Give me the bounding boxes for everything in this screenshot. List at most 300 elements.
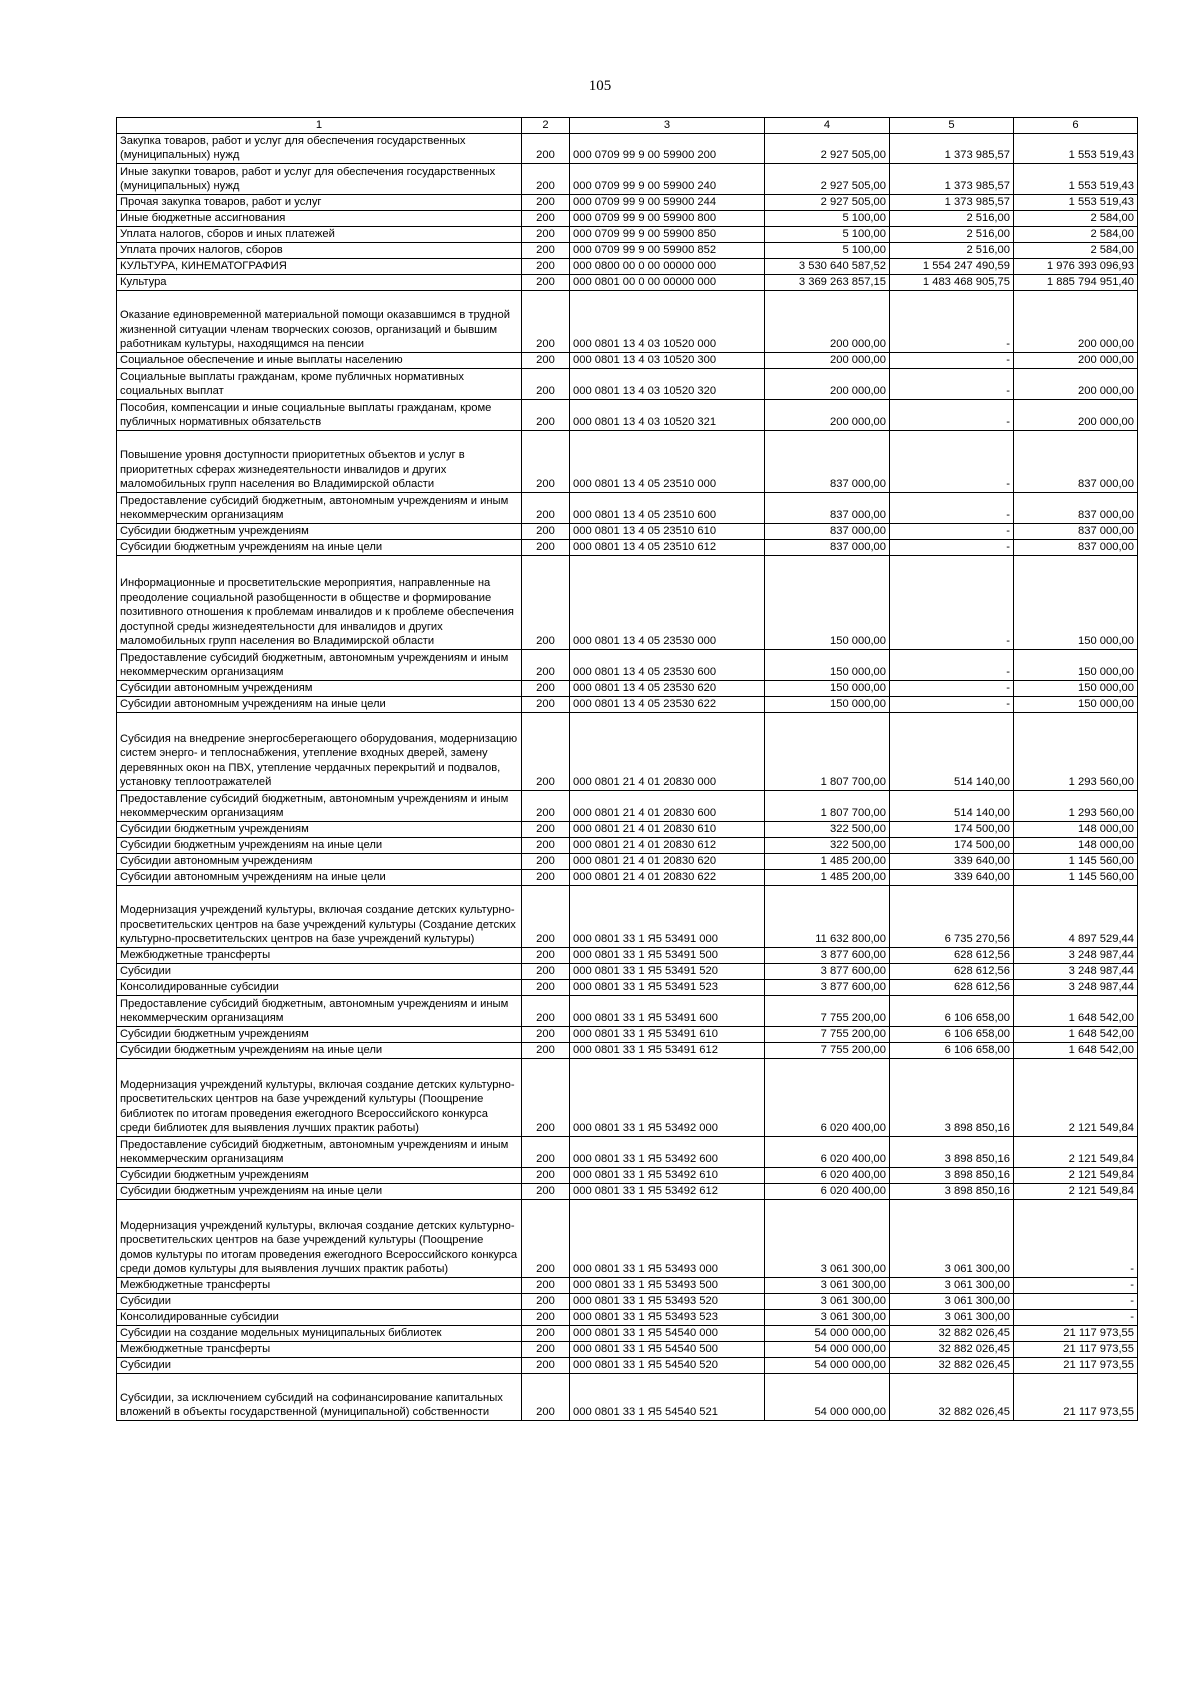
row-value-col6: -	[1014, 1293, 1138, 1309]
row-value-col5: 3 898 850,16	[890, 1183, 1014, 1199]
row-name-cell: Субсидии бюджетным учреждениям	[117, 821, 522, 837]
row-code-cell: 200	[522, 680, 570, 696]
row-value-col4: 3 877 600,00	[765, 979, 890, 995]
row-value-col4: 150 000,00	[765, 696, 890, 712]
table-row	[117, 1026, 1138, 1042]
row-value-col4: 6 020 400,00	[765, 1167, 890, 1183]
row-name-cell: Субсидия на внедрение энергосберегающего оборудования, модернизацию систем энерго- и теплоснабжения, утепление входных дверей, замену деревянных окон на ПВХ, утепление чердачных перекрытий и подвалов, установку теплоотражателей	[117, 712, 522, 790]
table-row	[117, 226, 1138, 242]
row-value-col5: -	[890, 492, 1014, 523]
row-value-col4: 3 061 300,00	[765, 1293, 890, 1309]
row-name-cell: Субсидии автономным учреждениям на иные цели	[117, 869, 522, 885]
row-name-cell: Прочая закупка товаров, работ и услуг	[117, 194, 522, 210]
row-kbk-cell: 000 0801 00 0 00 00000 000	[570, 274, 765, 290]
column-header-4: 4	[765, 118, 890, 134]
row-kbk-cell: 000 0709 99 9 00 59900 240	[570, 163, 765, 194]
table-row	[117, 853, 1138, 869]
row-code-cell: 200	[522, 1325, 570, 1341]
row-name-cell: Субсидии бюджетным учреждениям на иные цели	[117, 1183, 522, 1199]
row-value-col6: 21 117 973,55	[1014, 1373, 1138, 1420]
row-code-cell: 200	[522, 1357, 570, 1373]
row-code-cell: 200	[522, 869, 570, 885]
row-kbk-cell: 000 0709 99 9 00 59900 200	[570, 133, 765, 163]
row-value-col6: 3 248 987,44	[1014, 947, 1138, 963]
row-code-cell: 200	[522, 649, 570, 680]
row-code-cell: 200	[522, 274, 570, 290]
row-kbk-cell: 000 0801 33 1 Я5 54540 500	[570, 1341, 765, 1357]
row-value-col5: 2 516,00	[890, 242, 1014, 258]
row-value-col6: 837 000,00	[1014, 492, 1138, 523]
table-row	[117, 1293, 1138, 1309]
row-value-col4: 837 000,00	[765, 539, 890, 555]
row-code-cell: 200	[522, 258, 570, 274]
row-code-cell: 200	[522, 947, 570, 963]
row-value-col4: 5 100,00	[765, 226, 890, 242]
row-value-col6: 2 584,00	[1014, 242, 1138, 258]
row-kbk-cell: 000 0801 33 1 Я5 53492 612	[570, 1183, 765, 1199]
row-name-cell: КУЛЬТУРА, КИНЕМАТОГРАФИЯ	[117, 258, 522, 274]
row-value-col6: 21 117 973,55	[1014, 1341, 1138, 1357]
row-value-col6: -	[1014, 1309, 1138, 1325]
row-name-cell: Консолидированные субсидии	[117, 1309, 522, 1325]
row-value-col4: 7 755 200,00	[765, 995, 890, 1026]
row-kbk-cell: 000 0801 13 4 03 10520 300	[570, 352, 765, 368]
row-kbk-cell: 000 0801 13 4 05 23530 000	[570, 555, 765, 649]
row-value-col4: 3 530 640 587,52	[765, 258, 890, 274]
row-value-col6: 150 000,00	[1014, 649, 1138, 680]
row-value-col4: 837 000,00	[765, 430, 890, 492]
row-value-col6: 837 000,00	[1014, 430, 1138, 492]
row-name-cell: Модернизация учреждений культуры, включая создание детских культурно-просветительских центров на базе учреждений культуры (Поощрение библиотек по итогам проведения ежегодного Всероссийского конкурса среди библиотек для выявления лучших практик работы)	[117, 1058, 522, 1136]
table-row	[117, 1277, 1138, 1293]
column-header-3: 3	[570, 118, 765, 134]
row-value-col6: 1 553 519,43	[1014, 163, 1138, 194]
row-name-cell: Субсидии на создание модельных муниципальных библиотек	[117, 1325, 522, 1341]
row-kbk-cell: 000 0801 21 4 01 20830 620	[570, 853, 765, 869]
row-code-cell: 200	[522, 1042, 570, 1058]
row-value-col6: 21 117 973,55	[1014, 1357, 1138, 1373]
row-code-cell: 200	[522, 1373, 570, 1420]
table-row	[117, 947, 1138, 963]
row-value-col5: 3 898 850,16	[890, 1136, 1014, 1167]
table-row	[117, 790, 1138, 821]
row-name-cell: Уплата налогов, сборов и иных платежей	[117, 226, 522, 242]
table-row	[117, 274, 1138, 290]
row-kbk-cell: 000 0801 33 1 Я5 54540 521	[570, 1373, 765, 1420]
row-code-cell: 200	[522, 163, 570, 194]
row-value-col5: -	[890, 555, 1014, 649]
table-row	[117, 399, 1138, 430]
row-name-cell: Уплата прочих налогов, сборов	[117, 242, 522, 258]
row-value-col4: 322 500,00	[765, 837, 890, 853]
row-name-cell: Субсидии бюджетным учреждениям на иные цели	[117, 837, 522, 853]
row-kbk-cell: 000 0801 33 1 Я5 53491 520	[570, 963, 765, 979]
row-value-col5: -	[890, 352, 1014, 368]
row-name-cell: Межбюджетные трансферты	[117, 1341, 522, 1357]
row-name-cell: Субсидии бюджетным учреждениям на иные цели	[117, 539, 522, 555]
row-code-cell: 200	[522, 399, 570, 430]
row-code-cell: 200	[522, 352, 570, 368]
row-kbk-cell: 000 0709 99 9 00 59900 852	[570, 242, 765, 258]
row-value-col5: -	[890, 539, 1014, 555]
row-value-col6: 837 000,00	[1014, 523, 1138, 539]
row-code-cell: 200	[522, 210, 570, 226]
row-value-col6: 2 584,00	[1014, 210, 1138, 226]
row-kbk-cell: 000 0801 33 1 Я5 54540 520	[570, 1357, 765, 1373]
row-value-col5: 32 882 026,45	[890, 1341, 1014, 1357]
table-row	[117, 1058, 1138, 1136]
table-row	[117, 1183, 1138, 1199]
row-value-col6: 2 121 549,84	[1014, 1136, 1138, 1167]
row-code-cell: 200	[522, 995, 570, 1026]
row-value-col5: 174 500,00	[890, 821, 1014, 837]
table-row	[117, 1309, 1138, 1325]
row-value-col5: 628 612,56	[890, 979, 1014, 995]
row-value-col4: 2 927 505,00	[765, 163, 890, 194]
row-name-cell: Субсидии автономным учреждениям	[117, 853, 522, 869]
page-number: 105	[588, 78, 612, 94]
row-name-cell: Субсидии бюджетным учреждениям на иные цели	[117, 1042, 522, 1058]
row-value-col5: 339 640,00	[890, 869, 1014, 885]
table-row	[117, 885, 1138, 947]
row-name-cell: Субсидии бюджетным учреждениям	[117, 523, 522, 539]
row-value-col4: 2 927 505,00	[765, 133, 890, 163]
row-value-col6: 1 648 542,00	[1014, 1042, 1138, 1058]
column-header-6: 6	[1014, 118, 1138, 134]
row-value-col6: 1 553 519,43	[1014, 194, 1138, 210]
row-value-col5: -	[890, 680, 1014, 696]
row-code-cell: 200	[522, 430, 570, 492]
table-row	[117, 555, 1138, 649]
row-code-cell: 200	[522, 1058, 570, 1136]
row-code-cell: 200	[522, 226, 570, 242]
column-header-1: 1	[117, 118, 522, 134]
row-value-col6: 200 000,00	[1014, 290, 1138, 352]
row-value-col5: 3 061 300,00	[890, 1309, 1014, 1325]
row-value-col6: 200 000,00	[1014, 352, 1138, 368]
table-row	[117, 649, 1138, 680]
row-value-col5: 1 483 468 905,75	[890, 274, 1014, 290]
row-name-cell: Иные бюджетные ассигнования	[117, 210, 522, 226]
row-name-cell: Предоставление субсидий бюджетным, автономным учреждениям и иным некоммерческим организациям	[117, 790, 522, 821]
row-value-col4: 6 020 400,00	[765, 1136, 890, 1167]
row-name-cell: Информационные и просветительские мероприятия, направленные на преодоление социальной разобщенности в обществе и формирование позитивного отношения к проблемам инвалидов и к проблеме обеспечения доступной среды жизнедеятельности для инвалидов и других маломобильных групп населения во Владимирской области	[117, 555, 522, 649]
row-kbk-cell: 000 0801 21 4 01 20830 610	[570, 821, 765, 837]
table-row	[117, 1341, 1138, 1357]
row-kbk-cell: 000 0801 33 1 Я5 53491 610	[570, 1026, 765, 1042]
row-value-col4: 200 000,00	[765, 368, 890, 399]
row-value-col6: 4 897 529,44	[1014, 885, 1138, 947]
table-row	[117, 163, 1138, 194]
row-code-cell: 200	[522, 885, 570, 947]
column-header-5: 5	[890, 118, 1014, 134]
row-name-cell: Субсидии автономным учреждениям	[117, 680, 522, 696]
row-value-col4: 200 000,00	[765, 290, 890, 352]
row-kbk-cell: 000 0801 13 4 03 10520 320	[570, 368, 765, 399]
column-number-row	[117, 118, 1138, 134]
row-value-col4: 3 061 300,00	[765, 1199, 890, 1277]
table-row	[117, 712, 1138, 790]
row-value-col6: 150 000,00	[1014, 680, 1138, 696]
row-value-col4: 3 877 600,00	[765, 947, 890, 963]
row-code-cell: 200	[522, 837, 570, 853]
row-value-col5: 339 640,00	[890, 853, 1014, 869]
row-value-col6: -	[1014, 1199, 1138, 1277]
row-kbk-cell: 000 0801 33 1 Я5 53493 500	[570, 1277, 765, 1293]
row-value-col6: 2 121 549,84	[1014, 1058, 1138, 1136]
row-name-cell: Пособия, компенсации и иные социальные выплаты гражданам, кроме публичных нормативных обязательств	[117, 399, 522, 430]
row-kbk-cell: 000 0800 00 0 00 00000 000	[570, 258, 765, 274]
row-kbk-cell: 000 0801 13 4 05 23530 620	[570, 680, 765, 696]
table-row	[117, 837, 1138, 853]
row-value-col4: 7 755 200,00	[765, 1026, 890, 1042]
row-name-cell: Модернизация учреждений культуры, включая создание детских культурно-просветительских центров на базе учреждений культуры (Создание детских культурно-просветительских центров на базе учреждений культуры)	[117, 885, 522, 947]
row-code-cell: 200	[522, 1167, 570, 1183]
row-value-col5: 514 140,00	[890, 790, 1014, 821]
table-row	[117, 680, 1138, 696]
row-code-cell: 200	[522, 290, 570, 352]
row-value-col4: 3 369 263 857,15	[765, 274, 890, 290]
row-code-cell: 200	[522, 1309, 570, 1325]
row-code-cell: 200	[522, 821, 570, 837]
row-value-col4: 322 500,00	[765, 821, 890, 837]
row-name-cell: Культура	[117, 274, 522, 290]
row-value-col4: 837 000,00	[765, 492, 890, 523]
row-kbk-cell: 000 0709 99 9 00 59900 244	[570, 194, 765, 210]
row-value-col4: 837 000,00	[765, 523, 890, 539]
row-value-col6: 1 553 519,43	[1014, 133, 1138, 163]
row-value-col6: 837 000,00	[1014, 539, 1138, 555]
row-name-cell: Социальное обеспечение и иные выплаты населению	[117, 352, 522, 368]
row-value-col6: 1 885 794 951,40	[1014, 274, 1138, 290]
row-value-col4: 150 000,00	[765, 680, 890, 696]
row-code-cell: 200	[522, 1199, 570, 1277]
row-name-cell: Субсидии, за исключением субсидий на софинансирование капитальных вложений в объекты государственной (муниципальной) собственности	[117, 1373, 522, 1420]
row-name-cell: Консолидированные субсидии	[117, 979, 522, 995]
row-kbk-cell: 000 0801 33 1 Я5 53491 612	[570, 1042, 765, 1058]
row-value-col5: 514 140,00	[890, 712, 1014, 790]
row-value-col4: 54 000 000,00	[765, 1373, 890, 1420]
row-kbk-cell: 000 0801 33 1 Я5 53492 000	[570, 1058, 765, 1136]
row-value-col4: 1 807 700,00	[765, 712, 890, 790]
row-value-col4: 11 632 800,00	[765, 885, 890, 947]
row-value-col4: 3 877 600,00	[765, 963, 890, 979]
row-value-col5: 1 554 247 490,59	[890, 258, 1014, 274]
row-value-col4: 54 000 000,00	[765, 1325, 890, 1341]
row-value-col6: 21 117 973,55	[1014, 1325, 1138, 1341]
row-value-col6: -	[1014, 1277, 1138, 1293]
row-code-cell: 200	[522, 539, 570, 555]
row-kbk-cell: 000 0709 99 9 00 59900 800	[570, 210, 765, 226]
row-value-col5: 3 061 300,00	[890, 1199, 1014, 1277]
table-row	[117, 696, 1138, 712]
row-code-cell: 200	[522, 133, 570, 163]
row-kbk-cell: 000 0801 13 4 03 10520 000	[570, 290, 765, 352]
row-value-col5: -	[890, 290, 1014, 352]
row-value-col5: 3 061 300,00	[890, 1277, 1014, 1293]
row-name-cell: Субсидии бюджетным учреждениям	[117, 1026, 522, 1042]
row-value-col5: -	[890, 399, 1014, 430]
row-value-col6: 1 145 560,00	[1014, 869, 1138, 885]
row-kbk-cell: 000 0801 13 4 05 23510 600	[570, 492, 765, 523]
row-kbk-cell: 000 0801 33 1 Я5 53493 000	[570, 1199, 765, 1277]
row-value-col4: 2 927 505,00	[765, 194, 890, 210]
row-kbk-cell: 000 0801 21 4 01 20830 600	[570, 790, 765, 821]
row-name-cell: Закупка товаров, работ и услуг для обеспечения государственных (муниципальных) нужд	[117, 133, 522, 163]
row-kbk-cell: 000 0709 99 9 00 59900 850	[570, 226, 765, 242]
table-row	[117, 869, 1138, 885]
row-value-col4: 3 061 300,00	[765, 1309, 890, 1325]
row-code-cell: 200	[522, 696, 570, 712]
table-row	[117, 1042, 1138, 1058]
row-name-cell: Повышение уровня доступности приоритетных объектов и услуг в приоритетных сферах жизнедеятельности инвалидов и других маломобильных групп населения во Владимирской области	[117, 430, 522, 492]
column-header-2: 2	[522, 118, 570, 134]
row-kbk-cell: 000 0801 21 4 01 20830 612	[570, 837, 765, 853]
row-kbk-cell: 000 0801 33 1 Я5 53492 600	[570, 1136, 765, 1167]
row-value-col5: -	[890, 523, 1014, 539]
row-kbk-cell: 000 0801 21 4 01 20830 622	[570, 869, 765, 885]
row-value-col4: 200 000,00	[765, 399, 890, 430]
row-code-cell: 200	[522, 242, 570, 258]
row-value-col6: 1 976 393 096,93	[1014, 258, 1138, 274]
row-value-col6: 3 248 987,44	[1014, 979, 1138, 995]
row-value-col4: 7 755 200,00	[765, 1042, 890, 1058]
row-code-cell: 200	[522, 790, 570, 821]
row-name-cell: Субсидии автономным учреждениям на иные цели	[117, 696, 522, 712]
row-kbk-cell: 000 0801 13 4 05 23530 600	[570, 649, 765, 680]
table-row	[117, 1357, 1138, 1373]
row-kbk-cell: 000 0801 33 1 Я5 53491 600	[570, 995, 765, 1026]
row-kbk-cell: 000 0801 33 1 Я5 53491 523	[570, 979, 765, 995]
row-code-cell: 200	[522, 368, 570, 399]
row-value-col4: 150 000,00	[765, 555, 890, 649]
row-kbk-cell: 000 0801 13 4 05 23530 622	[570, 696, 765, 712]
row-value-col6: 1 648 542,00	[1014, 1026, 1138, 1042]
table-row	[117, 492, 1138, 523]
row-name-cell: Межбюджетные трансферты	[117, 947, 522, 963]
row-value-col5: 32 882 026,45	[890, 1373, 1014, 1420]
row-value-col4: 1 485 200,00	[765, 853, 890, 869]
row-value-col6: 148 000,00	[1014, 821, 1138, 837]
row-value-col5: 3 898 850,16	[890, 1058, 1014, 1136]
table-row	[117, 1167, 1138, 1183]
row-value-col6: 200 000,00	[1014, 399, 1138, 430]
row-value-col5: -	[890, 696, 1014, 712]
table-row	[117, 242, 1138, 258]
row-value-col5: 628 612,56	[890, 963, 1014, 979]
table-row	[117, 368, 1138, 399]
row-kbk-cell: 000 0801 21 4 01 20830 000	[570, 712, 765, 790]
table-row	[117, 523, 1138, 539]
row-value-col6: 150 000,00	[1014, 696, 1138, 712]
row-name-cell: Субсидии бюджетным учреждениям	[117, 1167, 522, 1183]
table-row	[117, 995, 1138, 1026]
row-value-col4: 5 100,00	[765, 242, 890, 258]
row-name-cell: Оказание единовременной материальной помощи оказавшимся в трудной жизненной ситуации членам творческих союзов, организаций и бывшим работникам культуры, находящимся на пенсии	[117, 290, 522, 352]
row-value-col5: 6 106 658,00	[890, 1042, 1014, 1058]
row-value-col5: 2 516,00	[890, 210, 1014, 226]
row-value-col4: 1 485 200,00	[765, 869, 890, 885]
row-value-col6: 2 121 549,84	[1014, 1183, 1138, 1199]
row-value-col5: 32 882 026,45	[890, 1357, 1014, 1373]
row-value-col4: 200 000,00	[765, 352, 890, 368]
row-code-cell: 200	[522, 1183, 570, 1199]
table-row	[117, 1136, 1138, 1167]
row-value-col5: 3 898 850,16	[890, 1167, 1014, 1183]
row-code-cell: 200	[522, 712, 570, 790]
row-code-cell: 200	[522, 853, 570, 869]
row-code-cell: 200	[522, 492, 570, 523]
row-value-col6: 150 000,00	[1014, 555, 1138, 649]
table-row	[117, 352, 1138, 368]
row-code-cell: 200	[522, 979, 570, 995]
row-name-cell: Межбюджетные трансферты	[117, 1277, 522, 1293]
table-row	[117, 194, 1138, 210]
row-value-col5: 628 612,56	[890, 947, 1014, 963]
row-code-cell: 200	[522, 1341, 570, 1357]
row-code-cell: 200	[522, 963, 570, 979]
table-row	[117, 1325, 1138, 1341]
row-value-col4: 6 020 400,00	[765, 1058, 890, 1136]
table-row	[117, 979, 1138, 995]
row-code-cell: 200	[522, 1293, 570, 1309]
table-row	[117, 963, 1138, 979]
row-name-cell: Предоставление субсидий бюджетным, автономным учреждениям и иным некоммерческим организациям	[117, 492, 522, 523]
row-value-col6: 1 293 560,00	[1014, 712, 1138, 790]
row-code-cell: 200	[522, 1277, 570, 1293]
table-row	[117, 1199, 1138, 1277]
row-name-cell: Предоставление субсидий бюджетным, автономным учреждениям и иным некоммерческим организациям	[117, 649, 522, 680]
row-value-col5: 1 373 985,57	[890, 163, 1014, 194]
row-kbk-cell: 000 0801 33 1 Я5 54540 000	[570, 1325, 765, 1341]
row-value-col5: 2 516,00	[890, 226, 1014, 242]
row-value-col5: 3 061 300,00	[890, 1293, 1014, 1309]
row-kbk-cell: 000 0801 33 1 Я5 53492 610	[570, 1167, 765, 1183]
table-row	[117, 258, 1138, 274]
row-code-cell: 200	[522, 555, 570, 649]
table-row	[117, 539, 1138, 555]
row-kbk-cell: 000 0801 13 4 05 23510 000	[570, 430, 765, 492]
row-value-col6: 3 248 987,44	[1014, 963, 1138, 979]
row-name-cell: Субсидии	[117, 1293, 522, 1309]
row-value-col5: 32 882 026,45	[890, 1325, 1014, 1341]
row-name-cell: Субсидии	[117, 963, 522, 979]
row-value-col6: 1 145 560,00	[1014, 853, 1138, 869]
row-value-col4: 6 020 400,00	[765, 1183, 890, 1199]
row-value-col5: 174 500,00	[890, 837, 1014, 853]
table-row	[117, 821, 1138, 837]
row-value-col5: -	[890, 430, 1014, 492]
row-value-col4: 3 061 300,00	[765, 1277, 890, 1293]
table-row	[117, 290, 1138, 352]
row-value-col6: 148 000,00	[1014, 837, 1138, 853]
row-kbk-cell: 000 0801 33 1 Я5 53493 523	[570, 1309, 765, 1325]
table-row	[117, 133, 1138, 163]
budget-table	[116, 117, 1138, 1421]
row-value-col4: 1 807 700,00	[765, 790, 890, 821]
row-name-cell: Субсидии	[117, 1357, 522, 1373]
row-code-cell: 200	[522, 194, 570, 210]
row-value-col4: 5 100,00	[765, 210, 890, 226]
row-value-col5: 1 373 985,57	[890, 194, 1014, 210]
row-value-col6: 1 648 542,00	[1014, 995, 1138, 1026]
table-row	[117, 210, 1138, 226]
row-kbk-cell: 000 0801 13 4 03 10520 321	[570, 399, 765, 430]
row-name-cell: Предоставление субсидий бюджетным, автономным учреждениям и иным некоммерческим организациям	[117, 1136, 522, 1167]
row-code-cell: 200	[522, 1136, 570, 1167]
row-value-col4: 54 000 000,00	[765, 1357, 890, 1373]
row-value-col5: 6 106 658,00	[890, 995, 1014, 1026]
